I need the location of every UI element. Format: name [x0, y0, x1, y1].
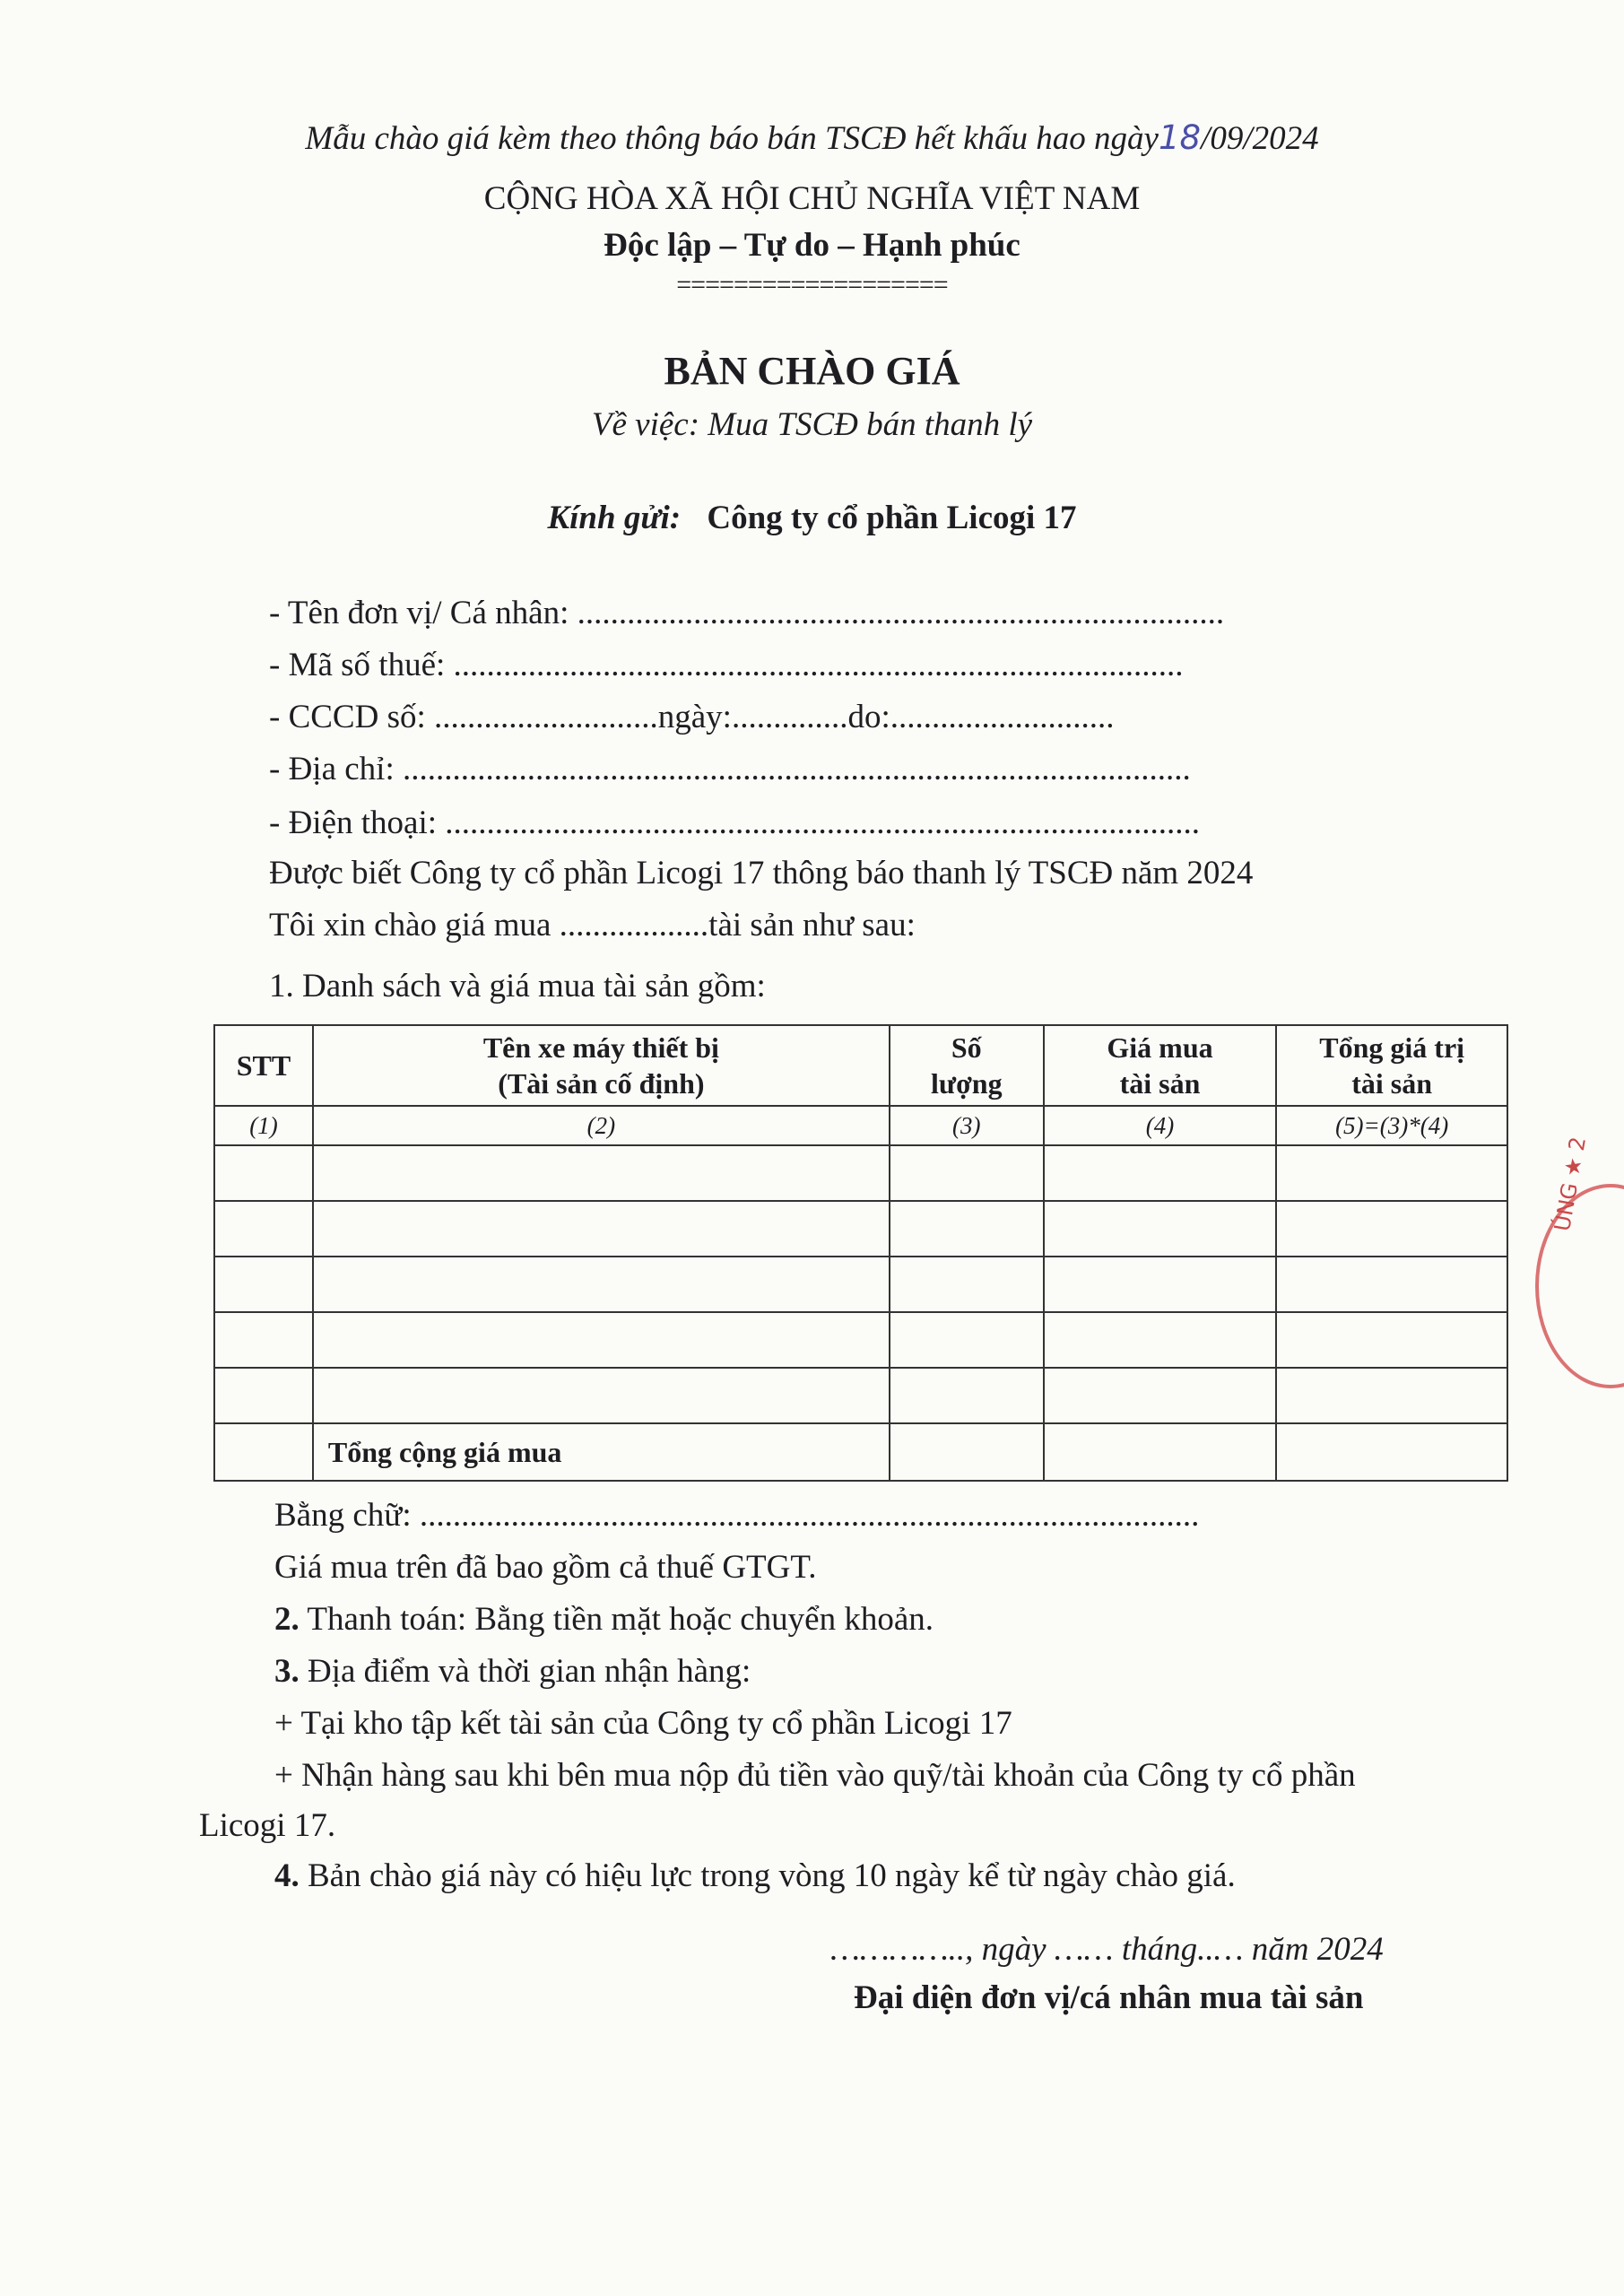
field-id-card: - CCCD số: ...........................ngày:..............do:........................... — [269, 699, 1115, 735]
table-cell[interactable] — [1276, 1312, 1507, 1368]
payment-text: Thanh toán: Bằng tiền mặt hoặc chuyển khoản. — [307, 1601, 934, 1638]
handwritten-day: 18 — [1158, 118, 1202, 157]
amount-in-words: Bằng chữ: .............................................................................................. — [274, 1497, 1200, 1534]
col-number: (3) — [890, 1106, 1044, 1145]
table-cell[interactable] — [1044, 1201, 1277, 1257]
template-date: /09/2024 — [1201, 120, 1319, 157]
table-cell[interactable] — [890, 1423, 1044, 1481]
notice-sentence: Được biết Công ty cổ phần Licogi 17 thông báo thanh lý TSCĐ năm 2024 — [269, 855, 1254, 891]
table-cell[interactable] — [1044, 1368, 1277, 1423]
table-cell[interactable] — [313, 1201, 890, 1257]
table-row — [214, 1201, 1507, 1257]
table-cell[interactable] — [1276, 1145, 1507, 1201]
country-name: CỘNG HÒA XÃ HỘI CHỦ NGHĨA VIỆT NAM — [483, 180, 1141, 217]
header-unit-price-line1: Giá mua — [1107, 1031, 1213, 1064]
table-cell[interactable] — [313, 1368, 890, 1423]
header-stt — [214, 1025, 313, 1106]
table-cell[interactable] — [214, 1145, 313, 1201]
delivery-number: 3. — [274, 1653, 300, 1690]
total-label: Tổng cộng giá mua — [313, 1423, 890, 1481]
header-asset-name-line1: Tên xe máy thiết bị — [482, 1031, 719, 1064]
table-header-row — [214, 1025, 1507, 1106]
delivery-clause — [274, 1652, 751, 1692]
table-cell[interactable] — [1044, 1257, 1277, 1312]
col-number: (4) — [1044, 1106, 1277, 1145]
table-total-row — [214, 1423, 1507, 1481]
table-row — [214, 1145, 1507, 1201]
validity-text: Bản chào giá này có hiệu lực trong vòng 10 ngày kể từ ngày chào giá. — [308, 1857, 1236, 1894]
signature-date-line: ………….., ngày …… tháng..… năm 2024 — [830, 1931, 1384, 1968]
template-note — [0, 118, 1624, 159]
table-cell[interactable] — [214, 1368, 313, 1423]
payment-clause — [274, 1600, 934, 1639]
asset-price-table — [213, 1024, 1508, 1482]
table-cell[interactable] — [1044, 1312, 1277, 1368]
template-note-text: Mẫu chào giá kèm theo thông báo bán TSCĐ hết khấu hao ngày — [305, 120, 1159, 157]
offer-sentence: Tôi xin chào giá mua ..................tài sản như sau: — [269, 907, 916, 944]
table-cell[interactable] — [214, 1257, 313, 1312]
signer-title: Đại diện đơn vị/cá nhân mua tài sản — [854, 1979, 1364, 2016]
recipient-line — [0, 499, 1624, 538]
col-number: (2) — [313, 1106, 890, 1145]
header-quantity-line1: Số — [951, 1031, 982, 1064]
table-cell[interactable] — [890, 1368, 1044, 1423]
table-cell[interactable] — [890, 1145, 1044, 1201]
vat-note: Giá mua trên đã bao gồm cả thuế GTGT. — [274, 1549, 817, 1586]
table-cell[interactable] — [313, 1257, 890, 1312]
table-cell[interactable] — [313, 1145, 890, 1201]
asset-list-heading: 1. Danh sách và giá mua tài sản gồm: — [269, 968, 766, 1004]
delivery-place: + Tại kho tập kết tài sản của Công ty cổ phần Licogi 17 — [274, 1705, 1012, 1742]
field-tax-code: - Mã số thuế: ........................................................................................ — [269, 647, 1184, 683]
validity-clause — [274, 1857, 1236, 1896]
total-value-cell[interactable] — [1276, 1423, 1507, 1481]
payment-number: 2. — [274, 1601, 300, 1638]
table-cell[interactable] — [313, 1312, 890, 1368]
field-unit-name: - Tên đơn vị/ Cá nhân: .............................................................................. — [269, 595, 1225, 631]
table-row — [214, 1312, 1507, 1368]
recipient-label: Kính gửi: — [547, 500, 682, 536]
column-number-row — [214, 1106, 1507, 1145]
company-seal-text: ÚNG ★ 2 — [1550, 1135, 1592, 1233]
col-number: (5)=(3)*(4) — [1276, 1106, 1507, 1145]
table-cell[interactable] — [890, 1257, 1044, 1312]
table-cell[interactable] — [1276, 1257, 1507, 1312]
field-address: - Địa chỉ: ............................................................................................... — [269, 751, 1191, 787]
header-quantity-line2: lượng — [930, 1067, 1003, 1100]
header-unit-price-line2: tài sản — [1119, 1067, 1201, 1100]
document-subject: Về việc: Mua TSCĐ bán thanh lý — [591, 406, 1033, 443]
header-stt-text: STT — [236, 1049, 291, 1082]
table-cell[interactable] — [890, 1312, 1044, 1368]
validity-number: 4. — [274, 1857, 300, 1894]
table-row — [214, 1368, 1507, 1423]
table-cell[interactable] — [1044, 1423, 1277, 1481]
delivery-time-line1: + Nhận hàng sau khi bên mua nộp đủ tiền vào quỹ/tài khoản của Công ty cổ phần — [274, 1757, 1356, 1794]
table-cell[interactable] — [1276, 1201, 1507, 1257]
header-quantity — [890, 1025, 1044, 1106]
table-cell[interactable] — [214, 1201, 313, 1257]
delivery-text: Địa điểm và thời gian nhận hàng: — [308, 1653, 751, 1690]
document-title: BẢN CHÀO GIÁ — [664, 349, 960, 393]
field-phone: - Điện thoại: ........................................................................................... — [269, 804, 1201, 841]
national-motto: Độc lập – Tự do – Hạnh phúc — [604, 227, 1020, 264]
header-total-value-line2: tài sản — [1351, 1067, 1433, 1100]
motto-separator: =================== — [676, 270, 948, 300]
col-number: (1) — [214, 1106, 313, 1145]
table-cell[interactable] — [1276, 1368, 1507, 1423]
header-asset-name — [313, 1025, 890, 1106]
table-cell — [214, 1423, 313, 1481]
table-cell[interactable] — [890, 1201, 1044, 1257]
company-seal — [1535, 1184, 1624, 1388]
header-total-value — [1276, 1025, 1507, 1106]
table-row — [214, 1257, 1507, 1312]
header-asset-name-line2: (Tài sản cố định) — [498, 1067, 705, 1100]
table-cell[interactable] — [1044, 1145, 1277, 1201]
table-cell[interactable] — [214, 1312, 313, 1368]
header-total-value-line1: Tổng giá trị — [1319, 1031, 1465, 1064]
delivery-time-line2: Licogi 17. — [199, 1807, 336, 1844]
header-unit-price — [1044, 1025, 1277, 1106]
recipient-name: Công ty cổ phần Licogi 17 — [707, 500, 1077, 536]
